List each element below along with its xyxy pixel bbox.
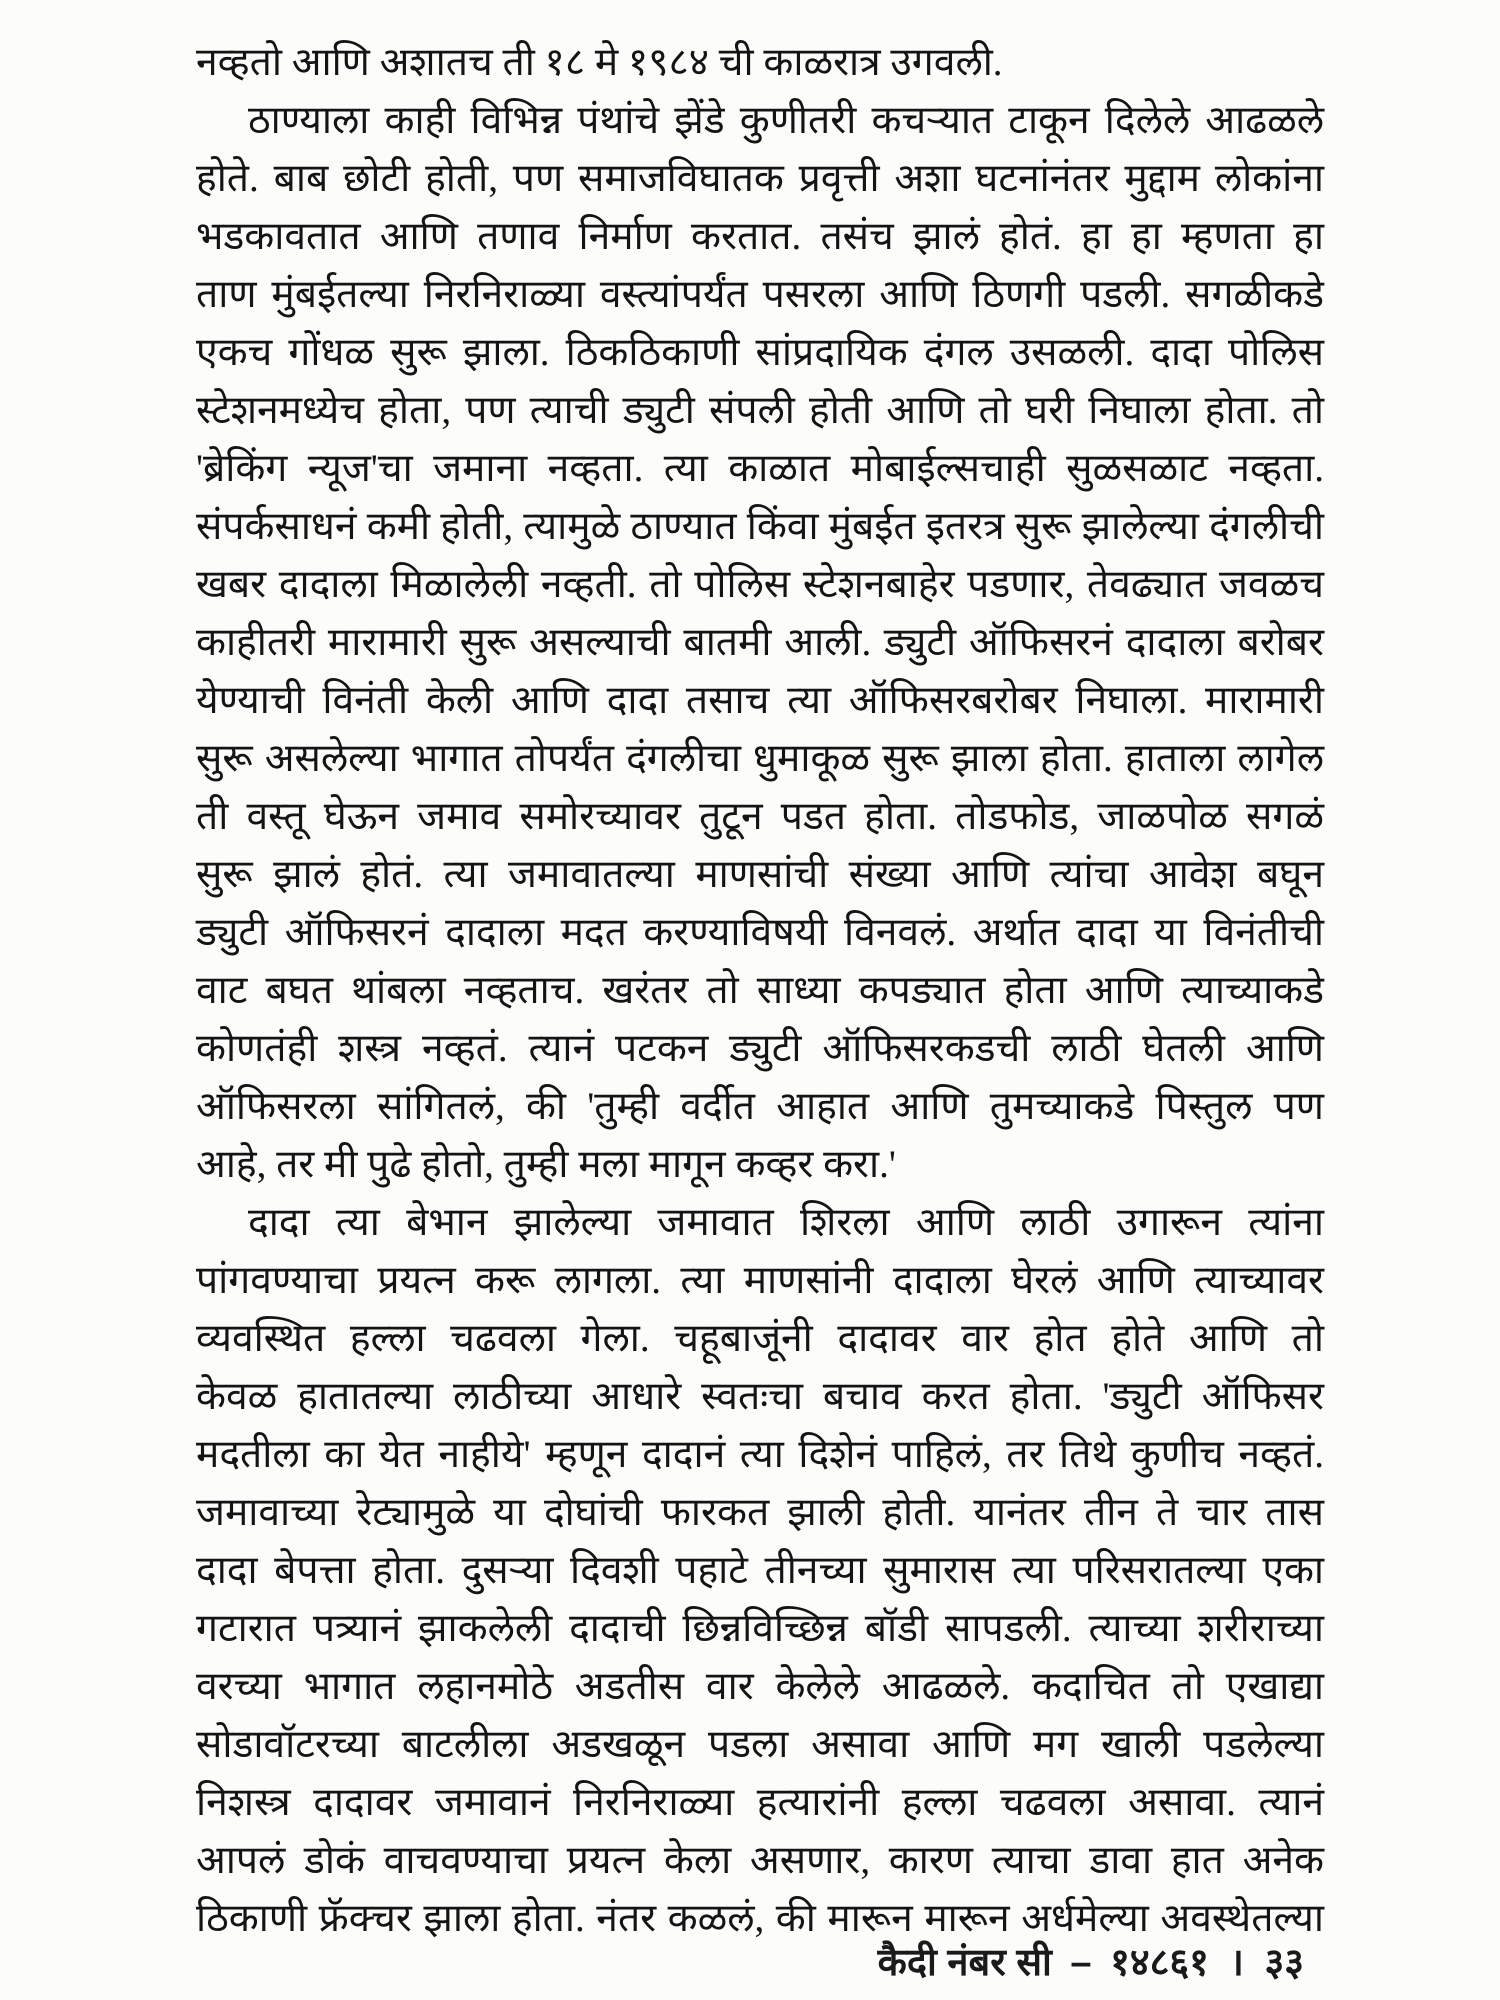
text-line: एकच गोंधळ सुरू झाला. ठिकठिकाणी सांप्रदायिक दंगल उसळली. दादा पोलिस	[196, 331, 1324, 374]
text-line: आपलं डोकं वाचवण्याचा प्रयत्न केला असणार, कारण त्याचा डावा हात अनेक	[196, 1839, 1324, 1882]
text-line: काहीतरी मारामारी सुरू असल्याची बातमी आली. ड्युटी ऑफिसरनं दादाला बरोबर	[196, 621, 1324, 664]
text-line: होते. बाब छोटी होती, पण समाजविघातक प्रवृत्ती अशा घटनांनंतर मुद्दाम लोकांना	[196, 157, 1324, 200]
footer-page-number: ३३	[1264, 1942, 1304, 1984]
text-line: व्यवस्थित हल्ला चढवला गेला. चहूबाजूंनी दादावर वार होत होते आणि तो	[196, 1317, 1324, 1360]
text-line: कोणतंही शस्त्र नव्हतं. त्यानं पटकन ड्युटी ऑफिसरकडची लाठी घेतली आणि	[196, 1027, 1324, 1070]
text-line: स्टेशनमध्येच होता, पण त्याची ड्युटी संपली होती आणि तो घरी निघाला होता. तो	[196, 389, 1324, 432]
text-line: निशस्त्र दादावर जमावानं निरनिराळ्या हत्यारांनी हल्ला चढवला असावा. त्यानं	[196, 1781, 1324, 1824]
text-line: 'ब्रेकिंग न्यूज'चा जमाना नव्हता. त्या काळात मोबाईल्सचाही सुळसळाट नव्हता.	[196, 447, 1324, 490]
page-text	[196, 34, 1324, 1948]
text-line: भडकावतात आणि तणाव निर्माण करतात. तसंच झालं होतं. हा हा म्हणता हा	[196, 215, 1324, 258]
text-line: सोडावॉटरच्या बाटलीला अडखळून पडला असावा आणि मग खाली पडलेल्या	[196, 1723, 1324, 1766]
text-line: ठिकाणी फ्रॅक्चर झाला होता. नंतर कळलं, की मारून मारून अर्धमेल्या अवस्थेतल्या	[196, 1897, 1324, 1940]
text-line: ती वस्तू घेऊन जमाव समोरच्यावर तुटून पडत होता. तोडफोड, जाळपोळ सगळं	[196, 795, 1324, 838]
paragraph	[196, 92, 1324, 1194]
paragraph	[196, 34, 1324, 92]
text-line: सुरू असलेल्या भागात तोपर्यंत दंगलीचा धुमाकूळ सुरू झाला होता. हाताला लागेल	[196, 737, 1324, 780]
text-line: पांगवण्याचा प्रयत्न करू लागला. त्या माणसांनी दादाला घेरलं आणि त्याच्यावर	[196, 1259, 1324, 1302]
text-line: नव्हतो आणि अशातच ती १८ मे १९८४ ची काळरात्र उगवली.	[196, 41, 1003, 84]
footer-prisoner-number: १४८६१	[1110, 1942, 1209, 1984]
text-line: सुरू झालं होतं. त्या जमावातल्या माणसांची संख्या आणि त्यांचा आवेश बघून	[196, 853, 1324, 896]
text-line: ऑफिसरला सांगितलं, की 'तुम्ही वर्दीत आहात आणि तुमच्याकडे पिस्तुल पण	[196, 1085, 1324, 1128]
footer-book-title: कैदी नंबर सी	[877, 1942, 1052, 1984]
text-line: केवळ हातातल्या लाठीच्या आधारे स्वतःचा बचाव करत होता. 'ड्युटी ऑफिसर	[196, 1375, 1324, 1418]
page-footer	[878, 1938, 1304, 1988]
text-line: ताण मुंबईतल्या निरनिराळ्या वस्त्यांपर्यंत पसरला आणि ठिणगी पडली. सगळीकडे	[196, 273, 1324, 316]
text-line: गटारात पत्र्यानं झाकलेली दादाची छिन्नविच्छिन्न बॉडी सापडली. त्याच्या शरीराच्या	[196, 1607, 1324, 1650]
text-line: वरच्या भागात लहानमोठे अडतीस वार केलेले आढळले. कदाचित तो एखाद्या	[196, 1665, 1324, 1708]
text-line: ड्युटी ऑफिसरनं दादाला मदत करण्याविषयी विनवलं. अर्थात दादा या विनंतीची	[196, 911, 1324, 954]
text-line: संपर्कसाधनं कमी होती, त्यामुळे ठाण्यात किंवा मुंबईत इतरत्र सुरू झालेल्या दंगलीची	[196, 505, 1324, 548]
text-line: आहे, तर मी पुढे होतो, तुम्ही मला मागून कव्हर करा.'	[196, 1143, 896, 1186]
text-line: दादा त्या बेभान झालेल्या जमावात शिरला आणि लाठी उगारून त्यांना	[248, 1201, 1324, 1244]
paragraph	[196, 1194, 1324, 1948]
footer-dash: –	[1070, 1942, 1092, 1984]
text-line: वाट बघत थांबला नव्हताच. खरंतर तो साध्या कपड्यात होता आणि त्याच्याकडे	[196, 969, 1324, 1012]
text-line: मदतीला का येत नाहीये' म्हणून दादानं त्या दिशेनं पाहिलं, तर तिथे कुणीच नव्हतं.	[196, 1433, 1324, 1476]
text-line: ठाण्याला काही विभिन्न पंथांचे झेंडे कुणीतरी कचऱ्यात टाकून दिलेले आढळले	[248, 99, 1324, 142]
footer-separator: ।	[1229, 1942, 1244, 1984]
text-line: जमावाच्या रेट्यामुळे या दोघांची फारकत झाली होती. यानंतर तीन ते चार तास	[196, 1491, 1324, 1534]
text-line: येण्याची विनंती केली आणि दादा तसाच त्या ऑफिसरबरोबर निघाला. मारामारी	[196, 679, 1324, 722]
text-line: दादा बेपत्ता होता. दुसऱ्या दिवशी पहाटे तीनच्या सुमारास त्या परिसरातल्या एका	[196, 1549, 1324, 1592]
text-line: खबर दादाला मिळालेली नव्हती. तो पोलिस स्टेशनबाहेर पडणार, तेवढ्यात जवळच	[196, 563, 1324, 606]
